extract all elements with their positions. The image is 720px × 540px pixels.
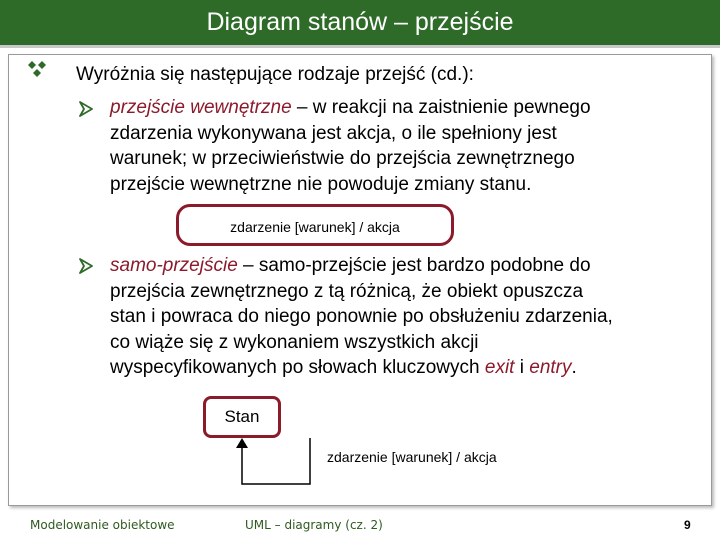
page-number: 9 <box>684 518 691 532</box>
internal-line-3: warunek; w przeciwieństwie do przejścia zewnętrznego <box>110 148 575 169</box>
footer-topic: UML – diagramy (cz. 2) <box>245 518 383 532</box>
self-term: samo-przejście <box>110 255 238 276</box>
main-bullet-text: Wyróżnia się następujące rodzaje przejść (cd.): <box>76 64 474 85</box>
self-line-1 <box>110 253 710 279</box>
self-line-4: co wiąże się z wykonaniem wszystkich akcji <box>110 331 479 353</box>
arrow-bullet-icon <box>78 257 94 275</box>
internal-transition-label: zdarzenie [warunek] / akcja <box>230 219 400 235</box>
internal-transition-paragraph <box>110 95 710 197</box>
self-loop-label: zdarzenie [warunek] / akcja <box>327 449 497 465</box>
internal-line-2: zdarzenia wykonywana jest akcja, o ile spełniony jest <box>110 122 557 144</box>
internal-term: przejście wewnętrzne <box>110 97 292 118</box>
internal-transition-box <box>176 204 454 246</box>
arrow-bullet-icon <box>78 100 94 118</box>
keyword-exit: exit <box>484 357 515 378</box>
keyword-and: i <box>514 357 530 378</box>
internal-line-1 <box>110 95 710 121</box>
self-line1-rest: – samo-przejście jest bardzo podobne do <box>237 255 591 276</box>
keyword-end: . <box>571 357 577 378</box>
footer-course: Modelowanie obiektowe <box>30 518 175 532</box>
self-line-2: przejścia zewnętrznego z tą różnicą, że obiekt opuszcza <box>110 280 584 302</box>
state-box <box>203 396 281 438</box>
title-bar <box>0 0 720 48</box>
self-transition-paragraph <box>110 253 710 381</box>
self-line5-pre: wyspecyfikowanych po słowach kluczowych <box>110 357 485 378</box>
self-line-3: stan i powraca do niego ponownie po obsłużeniu zdarzenia, <box>110 306 613 327</box>
self-line-5 <box>110 355 710 381</box>
diamond-cluster-icon <box>26 61 48 81</box>
slide-title: Diagram stanów – przejście <box>206 8 514 36</box>
internal-line-4: przejście wewnętrzne nie powoduje zmiany stanu. <box>110 173 532 195</box>
internal-line1-rest: – w reakcji na zaistnienie pewnego <box>291 97 591 118</box>
self-loop-arrow <box>230 436 330 496</box>
keyword-entry: entry <box>529 357 572 378</box>
state-label: Stan <box>224 407 260 426</box>
